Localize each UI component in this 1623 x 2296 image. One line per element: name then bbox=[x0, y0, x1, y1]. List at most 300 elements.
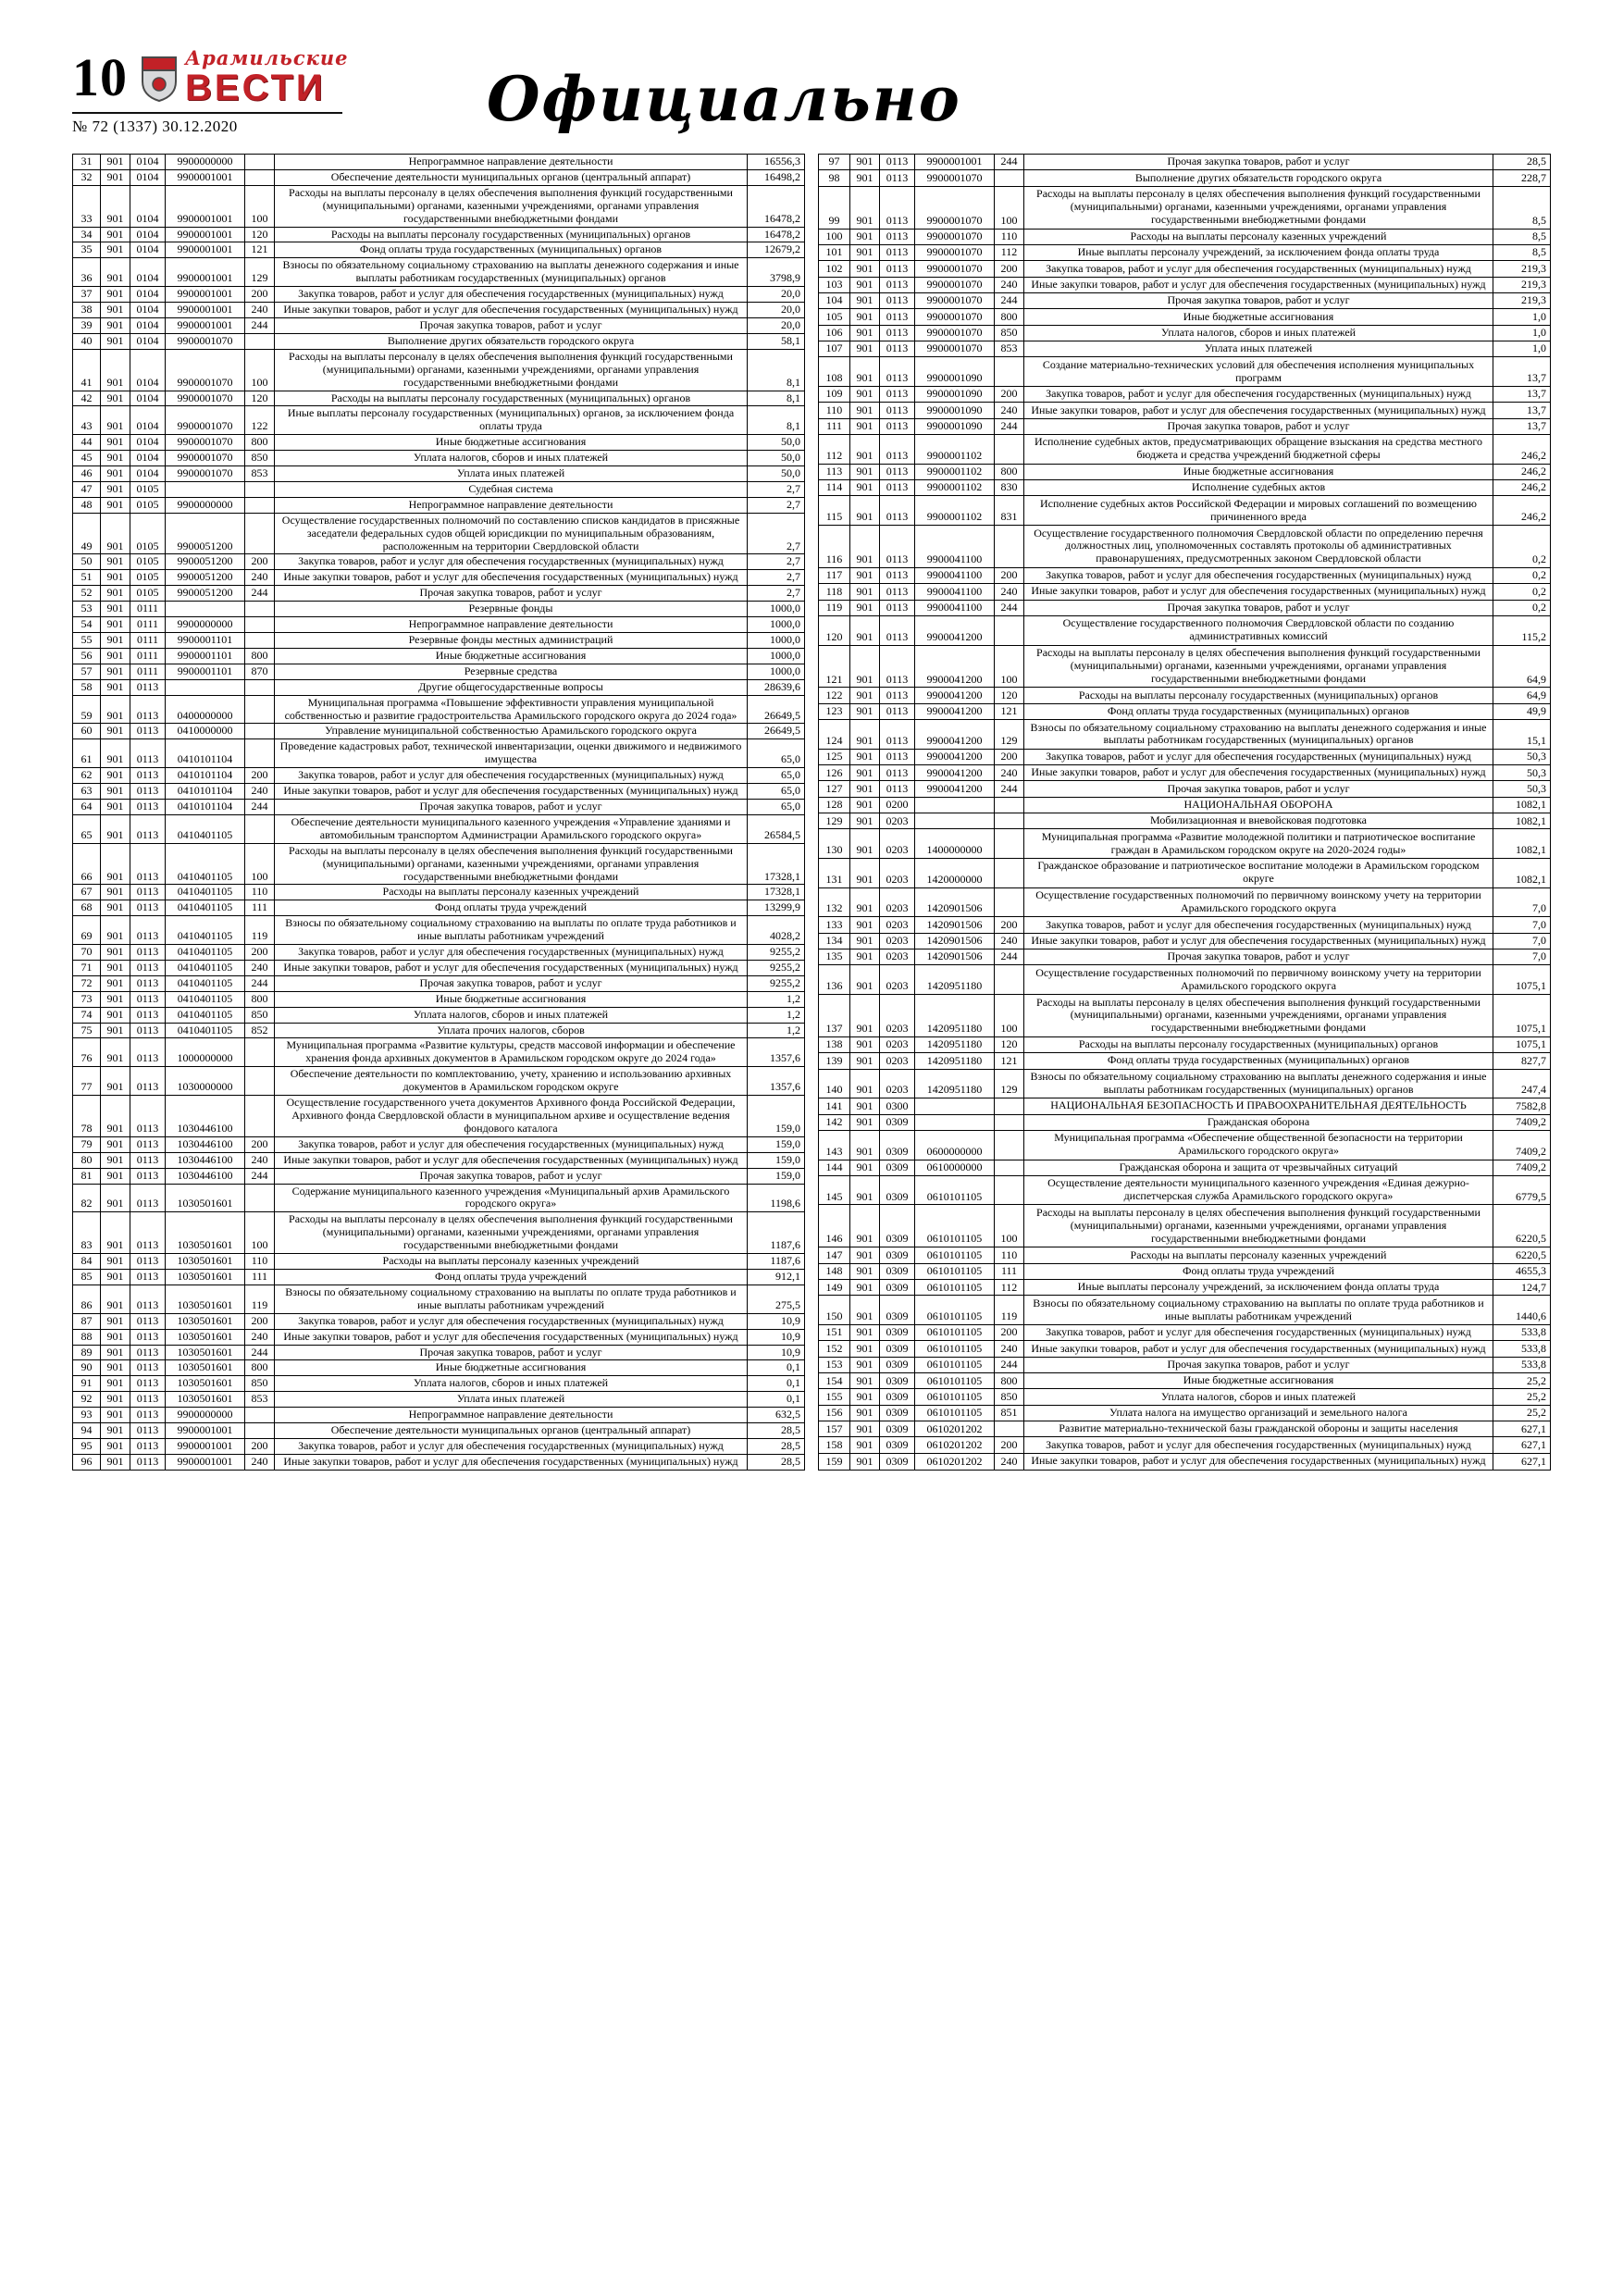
section-code: 0104 bbox=[130, 185, 166, 227]
section-code: 0113 bbox=[880, 781, 915, 797]
type-code: 200 bbox=[245, 554, 275, 570]
expense-name: Выполнение других обязательств городского округа bbox=[275, 333, 748, 349]
type-code: 200 bbox=[995, 567, 1024, 583]
section-code: 0309 bbox=[880, 1114, 915, 1130]
expense-name: Взносы по обязательному социальному страхованию на выплаты денежного содержания и иные выплаты работникам государственных (муниципальных) органов bbox=[1024, 1069, 1493, 1098]
amount: 8,5 bbox=[1493, 229, 1551, 244]
amount: 8,1 bbox=[748, 406, 805, 435]
grbs-code: 901 bbox=[101, 602, 130, 617]
amount: 1082,1 bbox=[1493, 813, 1551, 829]
type-code: 200 bbox=[995, 1325, 1024, 1341]
type-code: 120 bbox=[995, 1036, 1024, 1052]
section-code: 0113 bbox=[880, 292, 915, 308]
grbs-code: 901 bbox=[101, 664, 130, 679]
grbs-code: 901 bbox=[850, 1341, 880, 1357]
expense-name: Уплата налога на имущество организаций и земельного налога bbox=[1024, 1405, 1493, 1421]
table-row bbox=[819, 859, 1551, 888]
target-code: 0610101105 bbox=[915, 1205, 995, 1247]
expense-name: Прочая закупка товаров, работ и услуг bbox=[275, 586, 748, 602]
expense-name: Иные закупки товаров, работ и услуг для обеспечения государственных (муниципальных) нужд bbox=[275, 1329, 748, 1345]
amount: 1000,0 bbox=[748, 633, 805, 649]
row-num: 38 bbox=[73, 303, 101, 318]
target-code: 9900001070 bbox=[166, 391, 245, 406]
type-code: 240 bbox=[245, 1329, 275, 1345]
table-row bbox=[819, 703, 1551, 719]
amount: 533,8 bbox=[1493, 1325, 1551, 1341]
amount: 16556,3 bbox=[748, 155, 805, 170]
type-code bbox=[245, 1096, 275, 1137]
grbs-code: 901 bbox=[850, 1373, 880, 1389]
section-code: 0104 bbox=[130, 303, 166, 318]
target-code: 1030501601 bbox=[166, 1313, 245, 1329]
expense-name: Расходы на выплаты персоналу в целях обеспечения выполнения функций государственными (муниципальными) органами, казенными учреждениями, органами управления государственными внебюджетными фондами bbox=[275, 349, 748, 391]
section-code: 0113 bbox=[880, 155, 915, 170]
amount: 50,0 bbox=[748, 451, 805, 466]
expense-name: Непрограммное направление деятельности bbox=[275, 155, 748, 170]
type-code: 111 bbox=[995, 1263, 1024, 1279]
row-num: 153 bbox=[819, 1357, 850, 1372]
table-row bbox=[73, 664, 805, 679]
target-code: 9900041100 bbox=[915, 584, 995, 600]
amount: 1075,1 bbox=[1493, 1036, 1551, 1052]
section-code: 0113 bbox=[880, 277, 915, 292]
grbs-code: 901 bbox=[101, 1408, 130, 1423]
amount: 25,2 bbox=[1493, 1373, 1551, 1389]
target-code bbox=[915, 813, 995, 829]
row-num: 95 bbox=[73, 1438, 101, 1454]
target-code bbox=[166, 602, 245, 617]
target-code: 9900001001 bbox=[166, 185, 245, 227]
row-num: 145 bbox=[819, 1175, 850, 1205]
grbs-code: 901 bbox=[101, 435, 130, 451]
row-num: 92 bbox=[73, 1392, 101, 1408]
grbs-code: 901 bbox=[850, 1175, 880, 1205]
expense-name: Осуществление государственных полномочий по первичному воинскому учету на территории Арамильского городского округа bbox=[1024, 965, 1493, 995]
expense-name: Иные закупки товаров, работ и услуг для обеспечения государственных (муниципальных) нужд bbox=[1024, 584, 1493, 600]
type-code bbox=[995, 1421, 1024, 1437]
grbs-code: 901 bbox=[101, 799, 130, 814]
type-code: 244 bbox=[245, 1345, 275, 1360]
table-row bbox=[819, 584, 1551, 600]
target-code: 0410401105 bbox=[166, 1007, 245, 1023]
target-code: 9900001070 bbox=[166, 333, 245, 349]
section-code: 0113 bbox=[130, 695, 166, 724]
amount: 9255,2 bbox=[748, 945, 805, 961]
row-num: 50 bbox=[73, 554, 101, 570]
expense-name: Расходы на выплаты персоналу казенных учреждений bbox=[1024, 1247, 1493, 1263]
target-code: 9900001102 bbox=[915, 464, 995, 479]
expense-name: Закупка товаров, работ и услуг для обеспечения государственных (муниципальных) нужд bbox=[275, 1438, 748, 1454]
expense-name: Иные закупки товаров, работ и услуг для обеспечения государственных (муниципальных) нужд bbox=[275, 303, 748, 318]
target-code: 1030501601 bbox=[166, 1184, 245, 1212]
amount: 1075,1 bbox=[1493, 994, 1551, 1036]
expense-name: Муниципальная программа «Повышение эффективности управления муниципальной собственностью и развитие градостроительства Арамильского городского округа до 2024 года» bbox=[275, 695, 748, 724]
section-code: 0113 bbox=[880, 567, 915, 583]
row-num: 96 bbox=[73, 1454, 101, 1470]
type-code: 200 bbox=[245, 287, 275, 303]
section-code: 0104 bbox=[130, 391, 166, 406]
type-code: 853 bbox=[245, 1392, 275, 1408]
amount: 0,1 bbox=[748, 1360, 805, 1376]
expense-name: Осуществление деятельности муниципального казенного учреждения «Единая дежурно-диспетчерская служба Арамильского городского округа» bbox=[1024, 1175, 1493, 1205]
table-row bbox=[819, 435, 1551, 465]
row-num: 35 bbox=[73, 242, 101, 258]
table-row bbox=[819, 357, 1551, 387]
type-code bbox=[245, 169, 275, 185]
type-code: 111 bbox=[245, 1269, 275, 1285]
expense-name: Уплата налогов, сборов и иных платежей bbox=[1024, 1389, 1493, 1405]
section-code: 0113 bbox=[130, 1038, 166, 1067]
expense-name: Резервные фонды bbox=[275, 602, 748, 617]
row-num: 131 bbox=[819, 859, 850, 888]
grbs-code: 901 bbox=[850, 186, 880, 229]
amount: 8,1 bbox=[748, 391, 805, 406]
amount: 9255,2 bbox=[748, 975, 805, 991]
type-code: 244 bbox=[995, 418, 1024, 434]
expense-name: Иные бюджетные ассигнования bbox=[275, 991, 748, 1007]
row-num: 125 bbox=[819, 749, 850, 764]
target-code: 0410401105 bbox=[166, 945, 245, 961]
row-num: 69 bbox=[73, 916, 101, 945]
section-code: 0113 bbox=[130, 1438, 166, 1454]
target-code: 9900001070 bbox=[166, 406, 245, 435]
row-num: 107 bbox=[819, 341, 850, 357]
table-row bbox=[73, 554, 805, 570]
section-code: 0104 bbox=[130, 451, 166, 466]
row-num: 53 bbox=[73, 602, 101, 617]
type-code: 200 bbox=[995, 749, 1024, 764]
amount: 1198,6 bbox=[748, 1184, 805, 1212]
expense-name: Фонд оплаты труда государственных (муниципальных) органов bbox=[1024, 1053, 1493, 1069]
expense-name: Резервные средства bbox=[275, 664, 748, 679]
type-code: 853 bbox=[995, 341, 1024, 357]
grbs-code: 901 bbox=[850, 261, 880, 277]
grbs-code: 901 bbox=[101, 1438, 130, 1454]
grbs-code: 901 bbox=[850, 386, 880, 402]
table-row bbox=[819, 720, 1551, 750]
section-code: 0104 bbox=[130, 435, 166, 451]
section-code: 0113 bbox=[130, 1360, 166, 1376]
grbs-code: 901 bbox=[850, 309, 880, 325]
type-code: 240 bbox=[995, 1341, 1024, 1357]
section-code: 0113 bbox=[130, 960, 166, 975]
table-row bbox=[819, 525, 1551, 567]
amount: 1187,6 bbox=[748, 1254, 805, 1270]
section-code: 0104 bbox=[130, 169, 166, 185]
amount: 17328,1 bbox=[748, 885, 805, 900]
type-code: 870 bbox=[245, 664, 275, 679]
grbs-code: 901 bbox=[850, 229, 880, 244]
type-code bbox=[245, 602, 275, 617]
target-code: 1030446100 bbox=[166, 1096, 245, 1137]
section-code: 0309 bbox=[880, 1263, 915, 1279]
table-row bbox=[819, 917, 1551, 933]
target-code: 0410401105 bbox=[166, 1023, 245, 1038]
expense-name: Прочая закупка товаров, работ и услуг bbox=[1024, 949, 1493, 965]
type-code bbox=[245, 739, 275, 768]
expense-name: Непрограммное направление деятельности bbox=[275, 497, 748, 513]
expense-name: Расходы на выплаты персоналу в целях обеспечения выполнения функций государственными (муниципальными) органами, казенными учреждениями, органами управления государственными внебюджетными фондами bbox=[275, 1212, 748, 1254]
section-code: 0113 bbox=[880, 479, 915, 495]
row-num: 117 bbox=[819, 567, 850, 583]
section-code: 0113 bbox=[130, 991, 166, 1007]
grbs-code: 901 bbox=[850, 584, 880, 600]
row-num: 134 bbox=[819, 933, 850, 949]
expense-name: Исполнение судебных актов Российской Федерации и мировых соглашений по возмещению причиненного вреда bbox=[1024, 496, 1493, 526]
target-code: 0610101105 bbox=[915, 1357, 995, 1372]
grbs-code: 901 bbox=[850, 600, 880, 615]
table-row bbox=[73, 1007, 805, 1023]
table-row bbox=[73, 1329, 805, 1345]
expense-name: Фонд оплаты труда государственных (муниципальных) органов bbox=[1024, 703, 1493, 719]
amount: 0,2 bbox=[1493, 584, 1551, 600]
row-num: 52 bbox=[73, 586, 101, 602]
row-num: 93 bbox=[73, 1408, 101, 1423]
target-code: 1420951180 bbox=[915, 1053, 995, 1069]
row-num: 76 bbox=[73, 1038, 101, 1067]
amount: 1000,0 bbox=[748, 664, 805, 679]
amount: 1082,1 bbox=[1493, 829, 1551, 859]
section-code: 0113 bbox=[130, 1329, 166, 1345]
section-code: 0113 bbox=[130, 1392, 166, 1408]
table-row bbox=[73, 1136, 805, 1152]
target-code: 9900000000 bbox=[166, 497, 245, 513]
expense-name: Муниципальная программа «Развитие культуры, средств массовой информации и обеспечение хранения фонда архивных документов в Арамильском городском округе до 2024 года» bbox=[275, 1038, 748, 1067]
row-num: 97 bbox=[819, 155, 850, 170]
row-num: 104 bbox=[819, 292, 850, 308]
expense-name: Иные закупки товаров, работ и услуг для обеспечения государственных (муниципальных) нужд bbox=[275, 570, 748, 586]
section-code: 0200 bbox=[880, 797, 915, 813]
expense-name: Иные бюджетные ассигнования bbox=[275, 435, 748, 451]
target-code: 1030000000 bbox=[166, 1067, 245, 1096]
target-code: 0410401105 bbox=[166, 900, 245, 916]
expense-name: Закупка товаров, работ и услуг для обеспечения государственных (муниципальных) нужд bbox=[1024, 261, 1493, 277]
target-code: 9900001070 bbox=[166, 451, 245, 466]
target-code: 0410401105 bbox=[166, 916, 245, 945]
target-code: 9900041200 bbox=[915, 645, 995, 688]
table-row bbox=[819, 1160, 1551, 1175]
grbs-code: 901 bbox=[101, 960, 130, 975]
row-num: 44 bbox=[73, 435, 101, 451]
amount: 13299,9 bbox=[748, 900, 805, 916]
table-row bbox=[819, 1098, 1551, 1114]
amount: 1082,1 bbox=[1493, 859, 1551, 888]
expense-name: Исполнение судебных актов bbox=[1024, 479, 1493, 495]
grbs-code: 901 bbox=[101, 481, 130, 497]
type-code: 850 bbox=[245, 451, 275, 466]
target-code: 0410401105 bbox=[166, 843, 245, 885]
table-row bbox=[73, 1345, 805, 1360]
amount: 632,5 bbox=[748, 1408, 805, 1423]
amount: 6220,5 bbox=[1493, 1247, 1551, 1263]
target-code: 9900001070 bbox=[166, 466, 245, 482]
target-code: 9900001070 bbox=[915, 341, 995, 357]
expense-name: Содержание муниципального казенного учреждения «Муниципальный архив Арамильского городского округа» bbox=[275, 1184, 748, 1212]
expense-name: Закупка товаров, работ и услуг для обеспечения государственных (муниципальных) нужд bbox=[1024, 567, 1493, 583]
section-code: 0113 bbox=[880, 688, 915, 703]
expense-name: Иные закупки товаров, работ и услуг для обеспечения государственных (муниципальных) нужд bbox=[1024, 1341, 1493, 1357]
amount: 20,0 bbox=[748, 287, 805, 303]
row-num: 46 bbox=[73, 466, 101, 482]
amount: 246,2 bbox=[1493, 435, 1551, 465]
section-code: 0113 bbox=[880, 720, 915, 750]
grbs-code: 901 bbox=[850, 688, 880, 703]
section-code: 0104 bbox=[130, 406, 166, 435]
expense-name: Резервные фонды местных администраций bbox=[275, 633, 748, 649]
table-row bbox=[819, 933, 1551, 949]
type-code: 850 bbox=[995, 325, 1024, 341]
type-code: 800 bbox=[995, 464, 1024, 479]
target-code: 9900001001 bbox=[166, 258, 245, 287]
table-row bbox=[819, 292, 1551, 308]
type-code: 240 bbox=[245, 784, 275, 800]
type-code: 200 bbox=[245, 945, 275, 961]
target-code: 1030501601 bbox=[166, 1345, 245, 1360]
amount: 246,2 bbox=[1493, 464, 1551, 479]
row-num: 123 bbox=[819, 703, 850, 719]
row-num: 63 bbox=[73, 784, 101, 800]
type-code: 200 bbox=[995, 386, 1024, 402]
target-code: 0410401105 bbox=[166, 991, 245, 1007]
amount: 7582,8 bbox=[1493, 1098, 1551, 1114]
expense-name: Расходы на выплаты персоналу в целях обеспечения выполнения функций государственными (муниципальными) органами, казенными учреждениями, органами управления государственными внебюджетными фондами bbox=[1024, 994, 1493, 1036]
amount: 16478,2 bbox=[748, 185, 805, 227]
grbs-code: 901 bbox=[850, 645, 880, 688]
row-num: 154 bbox=[819, 1373, 850, 1389]
grbs-code: 901 bbox=[850, 464, 880, 479]
table-row bbox=[819, 1421, 1551, 1437]
type-code: 240 bbox=[995, 933, 1024, 949]
row-num: 71 bbox=[73, 960, 101, 975]
row-num: 156 bbox=[819, 1405, 850, 1421]
amount: 124,7 bbox=[1493, 1280, 1551, 1296]
type-code: 240 bbox=[995, 584, 1024, 600]
target-code: 9900041200 bbox=[915, 749, 995, 764]
target-code: 0610101105 bbox=[915, 1389, 995, 1405]
type-code: 100 bbox=[245, 349, 275, 391]
expense-name: Муниципальная программа «Развитие молодежной политики и патриотическое воспитание граждан в Арамильском городском округе на 2020-2024 годы» bbox=[1024, 829, 1493, 859]
row-num: 31 bbox=[73, 155, 101, 170]
amount: 64,9 bbox=[1493, 645, 1551, 688]
row-num: 62 bbox=[73, 768, 101, 784]
table-row bbox=[73, 799, 805, 814]
type-code: 200 bbox=[245, 1136, 275, 1152]
table-row bbox=[73, 1376, 805, 1392]
row-num: 36 bbox=[73, 258, 101, 287]
type-code bbox=[995, 435, 1024, 465]
section-code: 0113 bbox=[880, 749, 915, 764]
type-code bbox=[245, 155, 275, 170]
row-num: 84 bbox=[73, 1254, 101, 1270]
section-code: 0104 bbox=[130, 466, 166, 482]
target-code: 1000000000 bbox=[166, 1038, 245, 1067]
type-code: 129 bbox=[245, 258, 275, 287]
expense-name: Уплата налогов, сборов и иных платежей bbox=[275, 1376, 748, 1392]
section-code: 0203 bbox=[880, 917, 915, 933]
target-code: 0610101105 bbox=[915, 1175, 995, 1205]
expense-name: Осуществление государственных полномочий по первичному воинскому учету на территории Арамильского городского округа bbox=[1024, 887, 1493, 917]
table-row bbox=[819, 403, 1551, 418]
expense-name: Закупка товаров, работ и услуг для обеспечения государственных (муниципальных) нужд bbox=[275, 1136, 748, 1152]
type-code bbox=[245, 1184, 275, 1212]
amount: 2,7 bbox=[748, 497, 805, 513]
target-code: 9900041200 bbox=[915, 688, 995, 703]
grbs-code: 901 bbox=[850, 797, 880, 813]
target-code bbox=[915, 1098, 995, 1114]
table-row bbox=[819, 1389, 1551, 1405]
section-code: 0105 bbox=[130, 554, 166, 570]
table-row bbox=[819, 765, 1551, 781]
table-row bbox=[819, 309, 1551, 325]
type-code: 800 bbox=[995, 309, 1024, 325]
target-code: 1030501601 bbox=[166, 1254, 245, 1270]
type-code bbox=[995, 859, 1024, 888]
section-code: 0309 bbox=[880, 1437, 915, 1453]
table-row bbox=[819, 479, 1551, 495]
grbs-code: 901 bbox=[850, 1263, 880, 1279]
row-num: 77 bbox=[73, 1067, 101, 1096]
type-code: 200 bbox=[995, 261, 1024, 277]
type-code bbox=[995, 797, 1024, 813]
grbs-code: 901 bbox=[850, 703, 880, 719]
row-num: 132 bbox=[819, 887, 850, 917]
type-code bbox=[245, 481, 275, 497]
type-code bbox=[245, 814, 275, 843]
table-row bbox=[73, 945, 805, 961]
grbs-code: 901 bbox=[101, 633, 130, 649]
target-code: 9900001070 bbox=[915, 292, 995, 308]
table-row bbox=[819, 1263, 1551, 1279]
grbs-code: 901 bbox=[850, 525, 880, 567]
budget-table-left bbox=[72, 154, 805, 1471]
expense-name: Проведение кадастровых работ, технической инвентаризации, оценки движимого и недвижимого имущества bbox=[275, 739, 748, 768]
type-code: 244 bbox=[995, 1357, 1024, 1372]
amount: 28,5 bbox=[748, 1454, 805, 1470]
row-num: 86 bbox=[73, 1285, 101, 1313]
type-code: 244 bbox=[245, 586, 275, 602]
row-num: 129 bbox=[819, 813, 850, 829]
row-num: 106 bbox=[819, 325, 850, 341]
target-code: 0410401105 bbox=[166, 975, 245, 991]
expense-name: Закупка товаров, работ и услуг для обеспечения государственных (муниципальных) нужд bbox=[275, 554, 748, 570]
amount: 2,7 bbox=[748, 513, 805, 554]
type-code: 830 bbox=[995, 479, 1024, 495]
expense-name: Закупка товаров, работ и услуг для обеспечения государственных (муниципальных) нужд bbox=[275, 1313, 748, 1329]
amount: 0,2 bbox=[1493, 600, 1551, 615]
section-code: 0104 bbox=[130, 227, 166, 242]
expense-name: Прочая закупка товаров, работ и услуг bbox=[1024, 1357, 1493, 1372]
section-code: 0113 bbox=[130, 799, 166, 814]
target-code: 9900001070 bbox=[915, 186, 995, 229]
target-code: 0610201202 bbox=[915, 1437, 995, 1453]
row-num: 101 bbox=[819, 244, 850, 260]
table-columns bbox=[72, 154, 1551, 1471]
target-code: 9900001101 bbox=[166, 633, 245, 649]
amount: 2,7 bbox=[748, 570, 805, 586]
target-code bbox=[915, 1114, 995, 1130]
table-row bbox=[73, 481, 805, 497]
grbs-code: 901 bbox=[850, 829, 880, 859]
type-code: 120 bbox=[245, 391, 275, 406]
type-code: 200 bbox=[995, 1437, 1024, 1453]
grbs-code: 901 bbox=[850, 1160, 880, 1175]
target-code: 9900041100 bbox=[915, 600, 995, 615]
amount: 1000,0 bbox=[748, 617, 805, 633]
section-code: 0104 bbox=[130, 349, 166, 391]
table-row bbox=[73, 1408, 805, 1423]
row-num: 142 bbox=[819, 1114, 850, 1130]
type-code bbox=[245, 1038, 275, 1067]
